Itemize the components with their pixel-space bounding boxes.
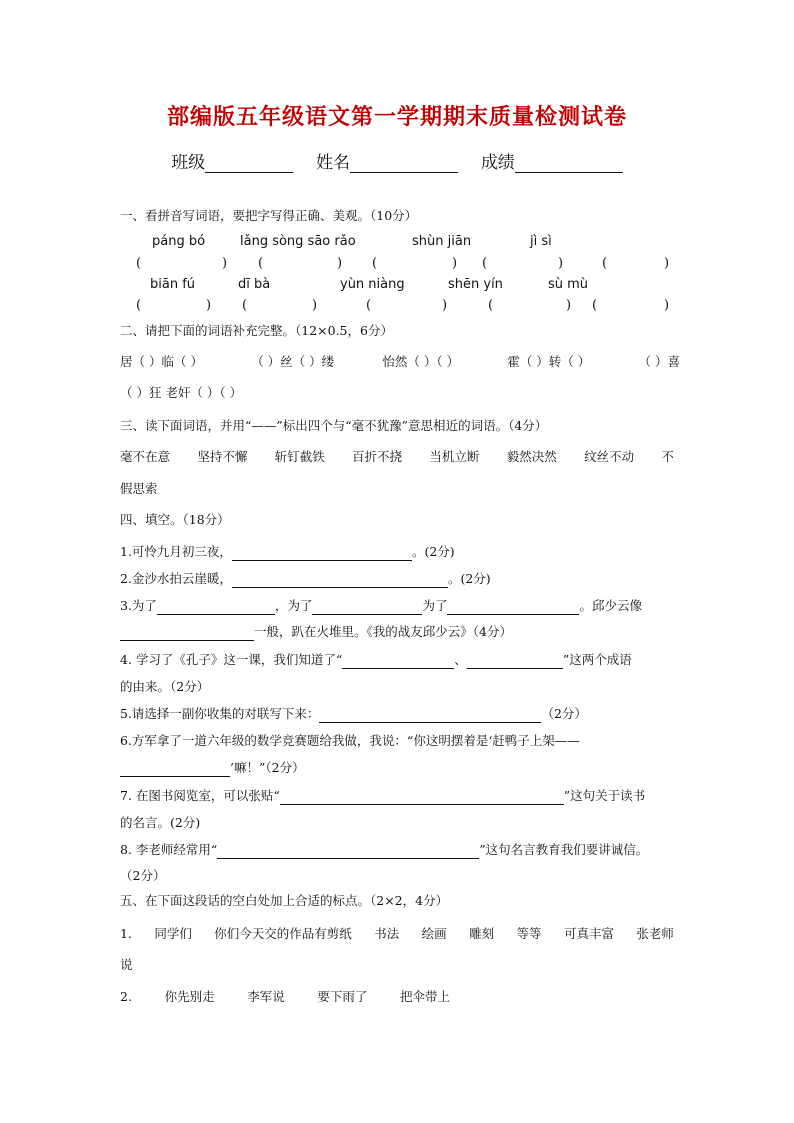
item-text: 。(2分) <box>411 544 455 559</box>
q4-item-6-cont <box>120 759 680 777</box>
q1-heading: 一、看拼音写词语，要把字写得正确、美观。（10分） <box>120 208 418 223</box>
answer-blank[interactable] <box>447 600 579 615</box>
page-title: 部编版五年级语文第一学期期末质量检测试卷 <box>166 104 627 130</box>
student-info-row <box>0 148 794 173</box>
pinyin: jì sì <box>530 234 552 249</box>
q2-line-1 <box>120 353 680 371</box>
q4-item-3-cont <box>120 623 680 641</box>
answer-blank[interactable] <box>467 654 563 669</box>
fill-phrase: 霍（ ）转（ ） <box>507 354 591 369</box>
q2-line-2: （ ）狂 老奸（ ）（ ） <box>120 385 243 400</box>
word[interactable]: 百折不挠 <box>352 449 403 464</box>
q2-heading: 二、请把下面的词语补充完整。（12×0.5，6分） <box>120 323 393 338</box>
item-text: ’嘛！”（2分） <box>230 760 305 775</box>
answer-paren-close: ) <box>222 256 228 271</box>
answer-paren-open: ( <box>136 256 142 271</box>
sentence-part: 可真丰富 <box>563 926 614 941</box>
item-text: 4. 学习了《孔子》这一课，我们知道了“ <box>120 652 343 667</box>
q4-item-8 <box>120 841 680 859</box>
answer-paren-close: ) <box>566 298 572 313</box>
q4-item-7 <box>120 787 680 805</box>
word[interactable]: 纹丝不动 <box>584 449 635 464</box>
item-text: 2.金沙水拍云崖暖， <box>120 571 232 586</box>
answer-paren-open: ( <box>366 298 372 313</box>
pinyin: shēn yín <box>448 277 503 292</box>
q4-item-1 <box>120 543 680 561</box>
answer-paren-open: ( <box>602 256 608 271</box>
fill-phrase: 居（ ）临（ ） <box>120 354 203 369</box>
word[interactable]: 斩钉截铁 <box>274 449 325 464</box>
sentence-part: 雕刻 <box>469 926 495 941</box>
item-text: ”这句关于读书 <box>563 788 646 803</box>
answer-paren-open: ( <box>242 298 248 313</box>
item-text: 。邱少云像 <box>579 598 642 613</box>
answer-paren-close: ) <box>206 298 212 313</box>
fill-phrase: （ ）丝（ ）缕 <box>251 354 335 369</box>
answer-blank[interactable] <box>342 654 454 669</box>
pinyin: páng bó <box>152 234 206 249</box>
score-blank[interactable] <box>515 154 623 173</box>
answer-blank[interactable] <box>217 844 479 859</box>
answer-blank[interactable] <box>120 762 230 777</box>
sentence-part: 张老师 <box>636 926 674 941</box>
class-blank[interactable] <box>205 154 293 173</box>
answer-paren-open: ( <box>482 256 488 271</box>
pinyin: shùn jiān <box>412 234 472 249</box>
answer-paren-open: ( <box>592 298 598 313</box>
pinyin: lǎng sòng sāo rǎo <box>240 234 356 249</box>
pinyin: yùn niàng <box>340 277 405 292</box>
q4-heading: 四、填空。（18分） <box>120 512 230 527</box>
answer-blank[interactable] <box>232 573 448 588</box>
sentence-part: 同学们 <box>154 926 192 941</box>
q4-item-3 <box>120 597 680 615</box>
sentence-part: 要下雨了 <box>317 989 368 1004</box>
item-text: 。(2分) <box>447 571 491 586</box>
answer-paren-close: ) <box>664 256 670 271</box>
sentence-part: 等等 <box>516 926 542 941</box>
item-text: 3.为了 <box>120 598 157 613</box>
word[interactable]: 不 <box>661 449 674 464</box>
answer-paren-close: ) <box>452 256 458 271</box>
fill-phrase: （ ）喜 <box>638 354 680 369</box>
item-text: 为了 <box>422 598 448 613</box>
class-label: 班级 <box>171 153 206 173</box>
score-label: 成绩 <box>480 153 515 173</box>
pinyin: biān fú <box>150 277 196 292</box>
item-text: 一般，趴在火堆里。《我的战友邱少云》（4分） <box>254 624 512 639</box>
q4-item-5 <box>120 705 680 723</box>
sentence-part: 绘画 <box>421 926 447 941</box>
sentence-part: 你们今天交的作品有剪纸 <box>214 926 352 941</box>
answer-paren-close: ) <box>664 298 670 313</box>
pinyin: sù mù <box>548 277 589 292</box>
item-text: ，为了 <box>274 598 313 613</box>
answer-paren-open: ( <box>136 298 142 313</box>
answer-paren-close: ) <box>558 256 564 271</box>
q4-item-4-cont: 的由来。（2分） <box>120 679 210 694</box>
answer-paren-open: ( <box>372 256 378 271</box>
q4-item-4 <box>120 651 680 669</box>
q4-item-8-cont: （2分） <box>120 868 166 883</box>
answer-blank[interactable] <box>157 600 275 615</box>
sentence-part: 李军说 <box>247 989 285 1004</box>
answer-blank[interactable] <box>280 790 564 805</box>
answer-paren-close: ) <box>337 256 343 271</box>
answer-paren-open: ( <box>488 298 494 313</box>
item-text: 1.可怜九月初三夜， <box>120 544 232 559</box>
q5-heading: 五、在下面这段话的空白处加上合适的标点。（2×2，4分） <box>120 893 449 908</box>
q5-sentence-2 <box>120 988 450 1006</box>
q3-word-list <box>120 448 674 466</box>
q4-item-7-cont: 的名言。(2分) <box>120 815 201 830</box>
item-text: 8. 李老师经常用“ <box>120 842 218 857</box>
sentence-part: 把伞带上 <box>399 989 450 1004</box>
item-text: 5.请选择一副你收集的对联写下来： <box>120 706 320 721</box>
answer-blank[interactable] <box>319 708 541 723</box>
item-text: （2分） <box>541 706 587 721</box>
name-blank[interactable] <box>350 154 458 173</box>
fill-phrase: 怡然（ ）（ ） <box>382 354 460 369</box>
item-text: ”这句名言教育我们要讲诚信。 <box>479 842 649 857</box>
answer-paren-close: ) <box>442 298 448 313</box>
word[interactable]: 坚持不懈 <box>197 449 248 464</box>
pinyin: dī bà <box>238 277 271 292</box>
q3-heading: 三、读下面词语，并用“——”标出四个与“毫不犹豫”意思相近的词语。（4分） <box>120 418 548 433</box>
word[interactable]: 当机立断 <box>429 449 480 464</box>
item-text: 7. 在图书阅览室，可以张贴“ <box>120 788 280 803</box>
answer-blank[interactable] <box>120 626 254 641</box>
answer-blank[interactable] <box>232 546 412 561</box>
answer-paren-close: ) <box>312 298 318 313</box>
item-text: 、 <box>454 652 467 667</box>
q4-item-6: 6.方军拿了一道六年级的数学竞赛题给我做，我说：“你这明摆着是‘赶鸭子上架—— <box>120 733 580 748</box>
q5-sentence-1-cont: 说 <box>120 957 133 972</box>
answer-paren-open: ( <box>258 256 264 271</box>
word[interactable]: 毫不在意 <box>120 449 171 464</box>
q5-sentence-1 <box>120 925 674 943</box>
word[interactable]: 毅然决然 <box>506 449 557 464</box>
sentence-part: 你先别走 <box>164 989 215 1004</box>
sentence-part: 2. <box>120 989 132 1004</box>
item-text: ”这两个成语 <box>562 652 632 667</box>
q3-line-2: 假思索 <box>120 481 158 496</box>
q4-item-2 <box>120 570 680 588</box>
answer-blank[interactable] <box>312 600 422 615</box>
name-label: 姓名 <box>316 153 350 173</box>
sentence-part: 书法 <box>374 926 400 941</box>
sentence-part: 1. <box>120 926 132 941</box>
